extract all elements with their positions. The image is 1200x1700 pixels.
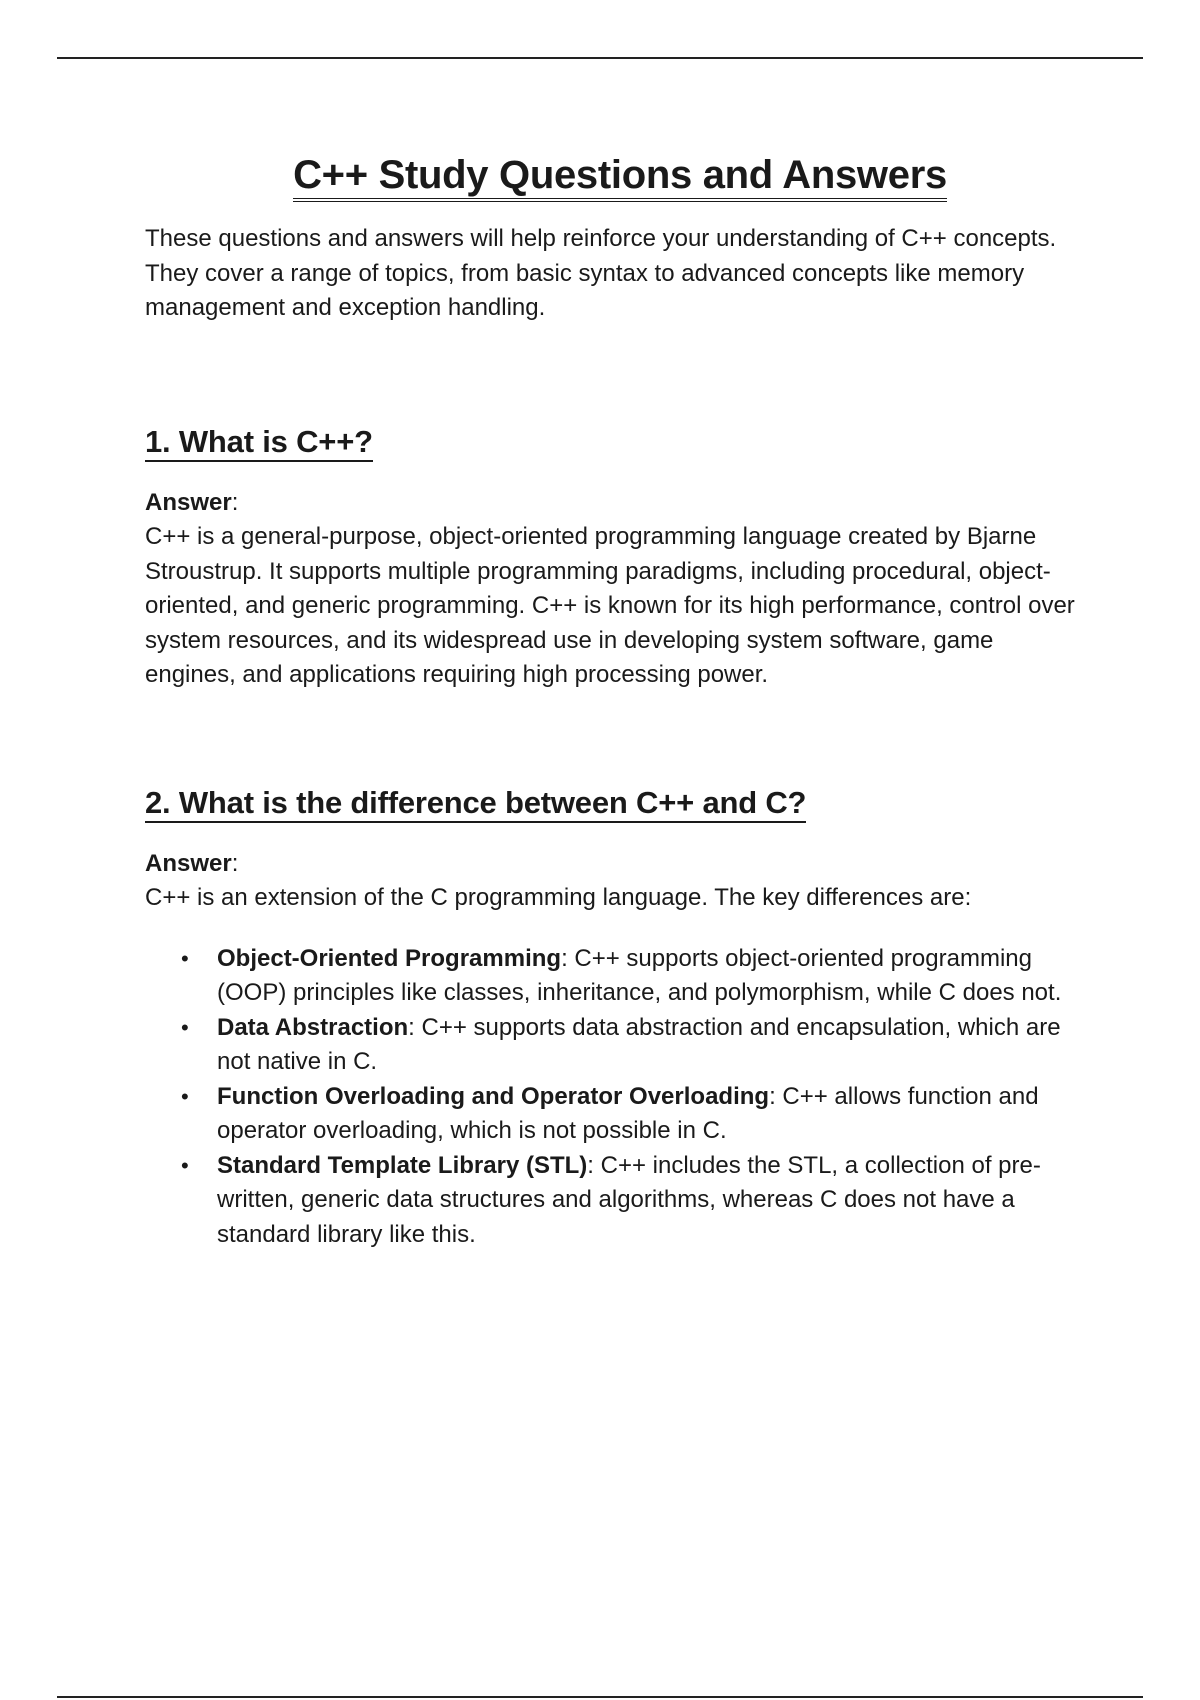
bullet-icon: •	[181, 945, 189, 971]
document-title: C++ Study Questions and Answers	[145, 148, 1095, 202]
list-item-term: Object-Oriented Programming	[217, 944, 562, 972]
bullet-icon: •	[181, 1014, 189, 1040]
question-2-answer-label: Answer:	[145, 849, 239, 877]
list-item	[181, 1011, 1097, 1080]
list-item-term: Standard Template Library (STL)	[217, 1151, 588, 1179]
document-page	[145, 148, 1095, 1252]
header-rule	[57, 57, 1143, 59]
list-item-text: : C++ includes the STL, a collection of pre-written, generic data structures and algorithms, whereas C does not have a standard library like this.	[217, 1151, 1041, 1248]
differences-list	[145, 942, 1097, 1253]
list-item	[181, 1149, 1097, 1253]
question-1-answer-label: Answer:	[145, 488, 239, 516]
question-2-answer-text: C++ is an extension of the C programming language. The key differences are:	[145, 884, 972, 911]
question-1-answer-text: C++ is a general-purpose, object-oriented programming language created by Bjarne Stroustrup. It supports multiple programming paradigms, including procedural, object-oriented, and generic programming. C++ is known for its high performance, control over system resources, and its widespread use in developing system software, game engines, and applications requiring high processing power.	[145, 523, 1075, 688]
bullet-icon: •	[181, 1152, 189, 1178]
list-item-term: Function Overloading and Operator Overloading	[217, 1082, 770, 1110]
question-1-heading: 1. What is C++?	[145, 422, 1095, 462]
list-item-text: : C++ allows function and operator overloading, which is not possible in C.	[217, 1082, 1039, 1144]
list-item-term: Data Abstraction	[217, 1013, 409, 1041]
intro-paragraph: These questions and answers will help reinforce your understanding of C++ concepts. They cover a range of topics, from basic syntax to advanced concepts like memory management and exception handling.	[145, 225, 1057, 321]
list-item-text: : C++ supports data abstraction and encapsulation, which are not native in C.	[217, 1013, 1061, 1075]
list-item	[181, 942, 1097, 1011]
footer-rule	[57, 1696, 1143, 1698]
list-item-text: : C++ supports object-oriented programming (OOP) principles like classes, inheritance, and polymorphism, while C does not.	[217, 944, 1062, 1006]
bullet-icon: •	[181, 1083, 189, 1109]
question-2-heading: 2. What is the difference between C++ and C?	[145, 783, 1095, 823]
list-item	[181, 1080, 1097, 1149]
